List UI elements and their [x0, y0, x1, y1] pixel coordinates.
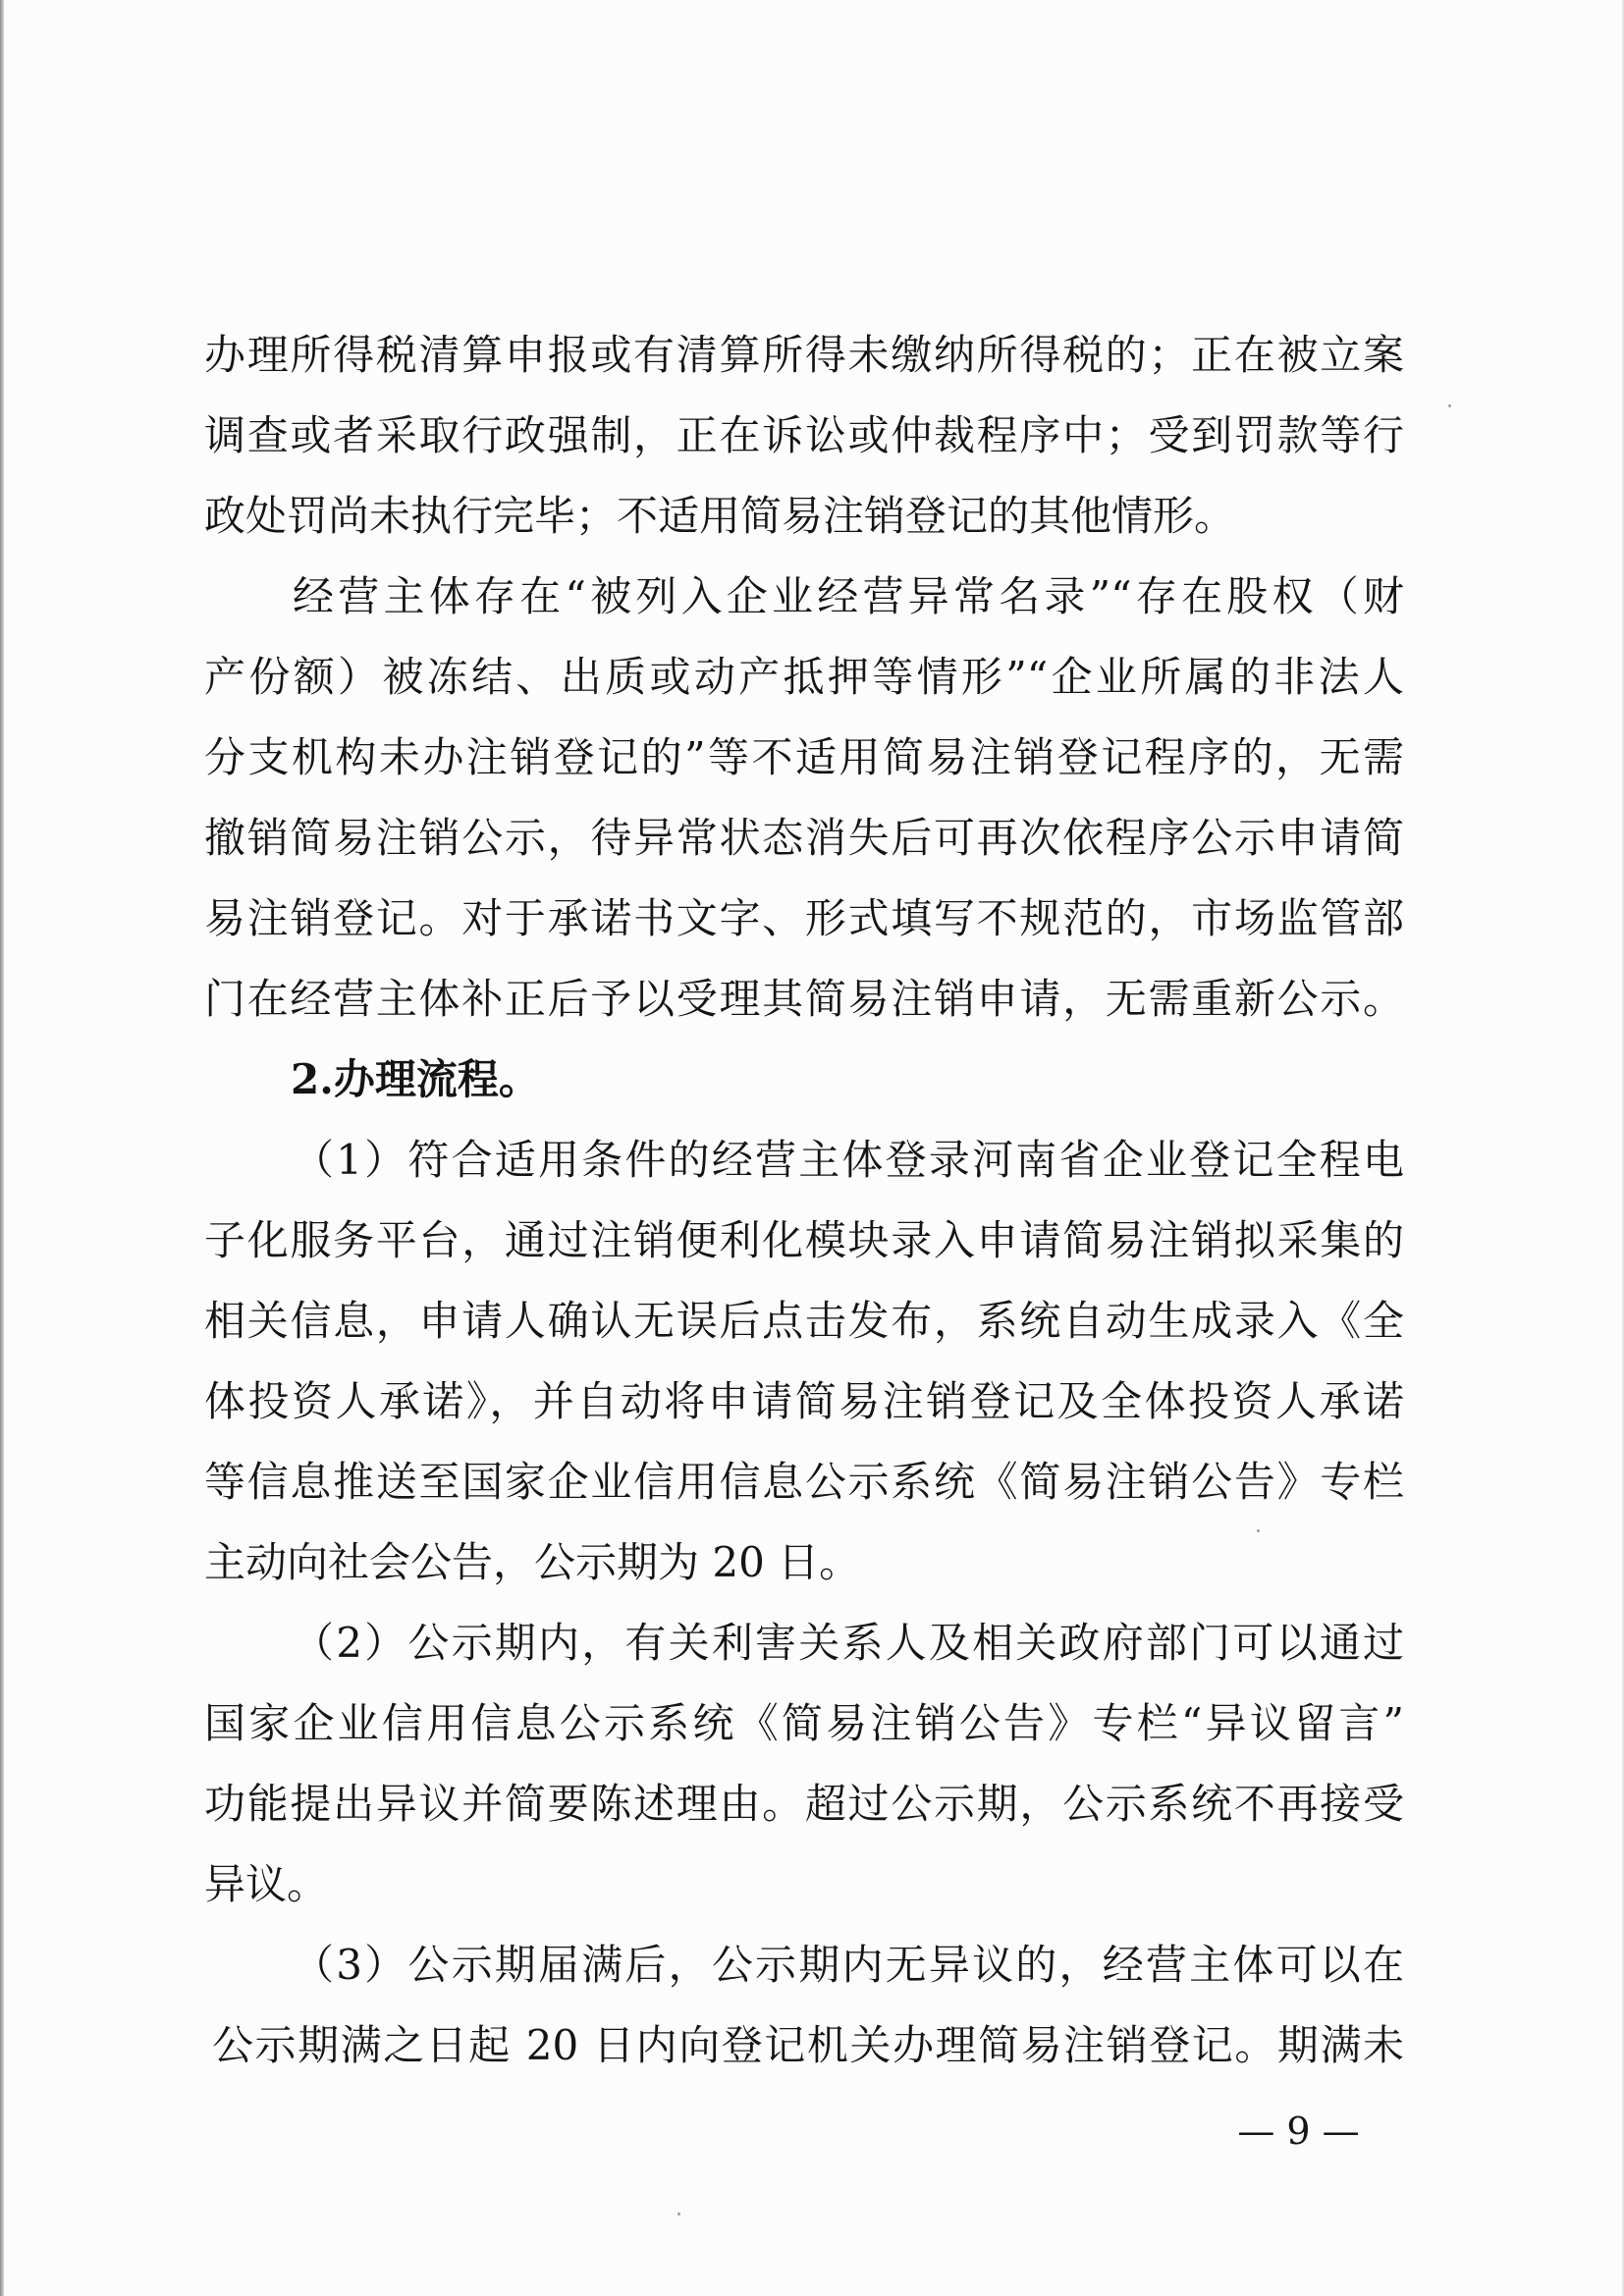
paragraph-line: 功能提出异议并简要陈述理由。超过公示期，公示系统不再接受 [204, 1780, 1404, 1828]
scan-edge-left [0, 0, 4, 2296]
paragraph-line: 主动向社会公告，公示期为 20 日。 [204, 1538, 861, 1586]
scan-speck [1257, 1529, 1260, 1532]
paragraph-line: 政处罚尚未执行完毕；不适用简易注销登记的其他情形。 [204, 492, 1236, 540]
section-heading: 2.办理流程。 [291, 1055, 540, 1103]
paragraph-line: 调查或者采取行政强制，正在诉讼或仲裁程序中；受到罚款等行 [204, 411, 1404, 459]
paragraph-line: 分支机构未办注销登记的”等不适用简易注销登记程序的，无需 [204, 733, 1404, 781]
paragraph-line: （1）符合适用条件的经营主体登录河南省企业登记全程电 [293, 1136, 1404, 1184]
paragraph-line: 办理所得税清算申报或有清算所得未缴纳所得税的；正在被立案 [204, 331, 1404, 379]
paragraph-line: 经营主体存在“被列入企业经营异常名录”“存在股权（财 [293, 572, 1404, 620]
paragraph-line: 易注销登记。对于承诺书文字、形式填写不规范的，市场监管部 [204, 894, 1404, 942]
scan-speck [677, 2213, 680, 2216]
paragraph-line: 公示期满之日起 20 日内向登记机关办理简易注销登记。期满未 [212, 2021, 1404, 2069]
scan-speck [1448, 404, 1451, 407]
paragraph-line: 等信息推送至国家企业信用信息公示系统《简易注销公告》专栏 [204, 1458, 1404, 1506]
paragraph-line: 国家企业信用信息公示系统《简易注销公告》专栏“异议留言” [204, 1699, 1404, 1747]
paragraph-line: 撤销简易注销公示，待异常状态消失后可再次依程序公示申请简 [204, 814, 1404, 862]
paragraph-line: 门在经营主体补正后予以受理其简易注销申请，无需重新公示。 [204, 975, 1404, 1023]
paragraph-line: 体投资人承诺》，并自动将申请简易注销登记及全体投资人承诺 [204, 1377, 1404, 1425]
paragraph-line: 产份额）被冻结、出质或动产抵押等情形”“企业所属的非法人 [204, 653, 1404, 701]
paragraph-line: 子化服务平台，通过注销便利化模块录入申请简易注销拟采集的 [204, 1216, 1404, 1264]
paragraph-line: 异议。 [204, 1860, 329, 1908]
paragraph-line: 相关信息，申请人确认无误后点击发布，系统自动生成录入《全 [204, 1297, 1404, 1345]
page-number: — 9 — [1237, 2109, 1360, 2153]
paragraph-line: （2）公示期内，有关利害关系人及相关政府部门可以通过 [293, 1619, 1404, 1667]
paragraph-line: （3）公示期届满后，公示期内无异议的，经营主体可以在 [293, 1941, 1404, 1989]
document-body [204, 315, 1404, 2086]
